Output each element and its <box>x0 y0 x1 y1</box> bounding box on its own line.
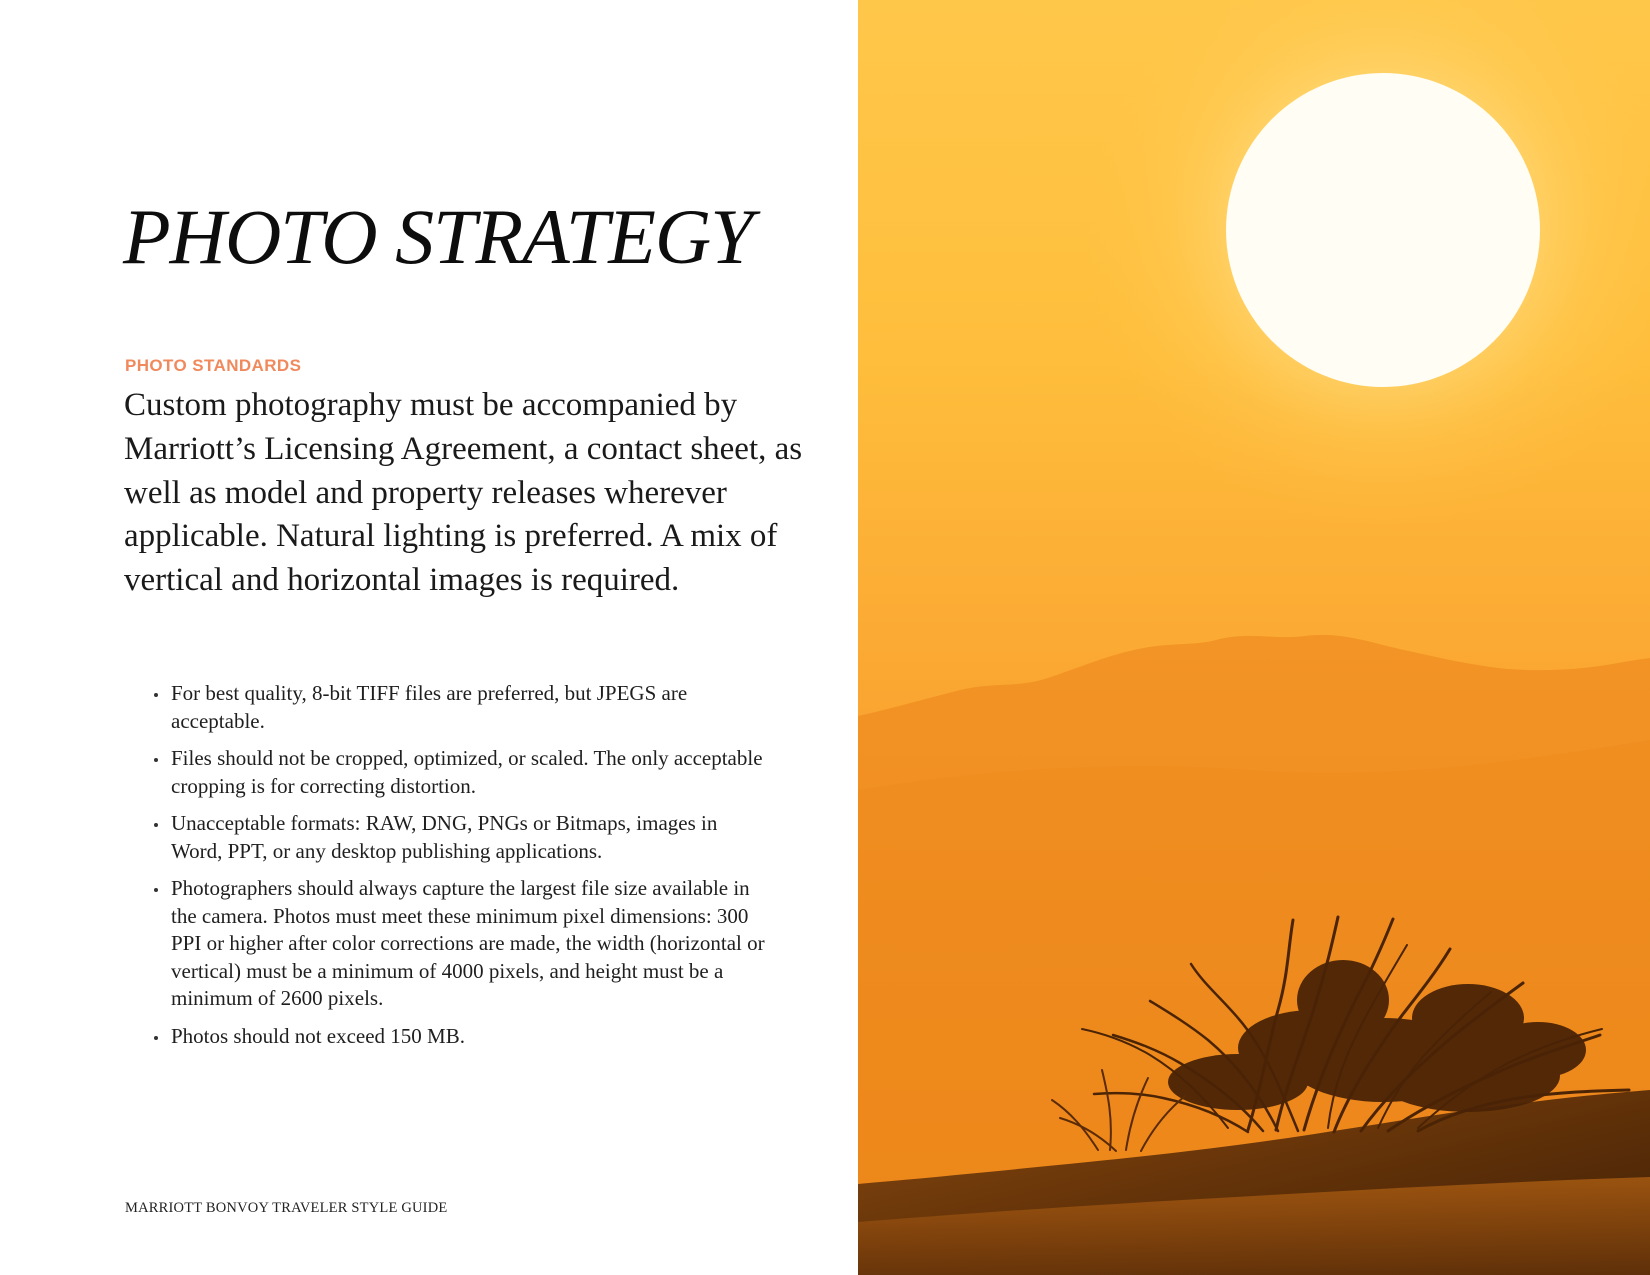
intro-paragraph: Custom photography must be accompanied by Marriott’s Licensing Agreement, a contact sheet, as well as model and property releases wherever applicable. Natural lighting is preferred. A mix of vertical and horizontal images is required. <box>124 387 803 599</box>
bullet-list <box>152 680 772 1060</box>
section-label: PHOTO STANDARDS <box>125 356 302 375</box>
sunset-photo <box>858 0 1650 1275</box>
list-item: Photographers should always capture the largest file size available in the camera. Photos must meet these minimum pixel dimensions: 300 PPI or higher after color corrections are made, the width (horizontal or vertical) must be a minimum of 4000 pixels, and height must be a minimum of 2600 pixels. <box>152 875 772 1013</box>
list-item: For best quality, 8-bit TIFF files are preferred, but JPEGS are acceptable. <box>152 680 772 735</box>
sun <box>1226 73 1540 387</box>
list-item: Photos should not exceed 150 MB. <box>152 1023 772 1051</box>
footer-title: MARRIOTT BONVOY TRAVELER STYLE GUIDE <box>125 1200 448 1216</box>
list-item: Unacceptable formats: RAW, DNG, PNGs or Bitmaps, images in Word, PPT, or any desktop publishing applications. <box>152 810 772 865</box>
list-item: Files should not be cropped, optimized, or scaled. The only acceptable cropping is for correcting distortion. <box>152 745 772 800</box>
page-title: PHOTO STRATEGY <box>123 193 753 280</box>
sunset-illustration <box>858 0 1650 1275</box>
